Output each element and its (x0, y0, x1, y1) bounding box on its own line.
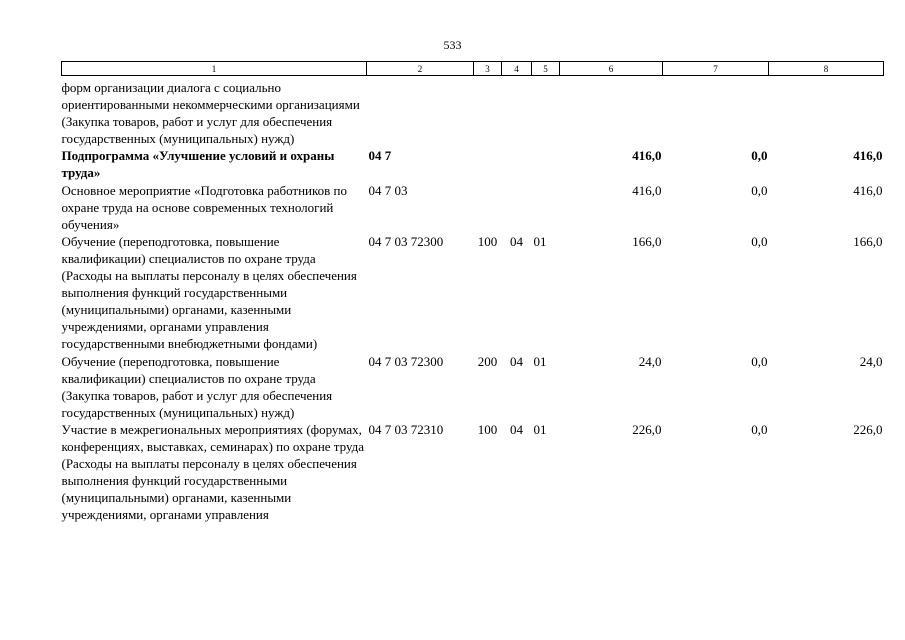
row-sum-3: 416,0 (853, 148, 883, 164)
row-rz: 04 (510, 233, 523, 249)
row-name: Подпрограмма «Улучшение условий и охраны труда» (61, 148, 335, 181)
column-header-1: 1 (62, 62, 367, 76)
column-header-7: 7 (663, 62, 769, 76)
table-row (62, 79, 884, 147)
row-sum-2: 0,0 (751, 148, 768, 164)
row-code: 04 7 03 72310 (368, 421, 444, 437)
table-body (62, 76, 884, 524)
row-sum-3: 24,0 (859, 353, 883, 369)
row-sum-2: 0,0 (751, 421, 768, 437)
row-sum-1: 166,0 (632, 233, 662, 249)
row-sum-1: 226,0 (632, 421, 662, 437)
row-pr (532, 182, 560, 233)
row-pr (532, 147, 560, 181)
column-header-6: 6 (560, 62, 663, 76)
row-rz (502, 147, 532, 181)
row-sum-2: 0,0 (751, 182, 768, 198)
row-pr: 01 (533, 233, 547, 249)
budget-table (61, 61, 884, 523)
row-sum-1: 416,0 (632, 148, 662, 164)
row-sum-3 (769, 79, 884, 147)
table-row (62, 182, 884, 233)
table-row (62, 421, 884, 524)
row-code: 04 7 03 (368, 182, 408, 198)
row-name: Основное мероприятие «Подготовка работников по охране труда на основе современных технологий обучения» (61, 182, 347, 232)
table-row (62, 147, 884, 181)
row-vr: 200 (477, 353, 498, 369)
row-sum-2 (663, 79, 769, 147)
row-sum-1: 416,0 (632, 182, 662, 198)
row-code: 04 7 (368, 148, 392, 164)
row-name: Обучение (переподготовка, повышение квалификации) специалистов по охране труда (Закупка товаров, работ и услуг для обеспечения государственных (муниципальных) нужд) (61, 353, 333, 420)
row-pr (532, 79, 560, 147)
row-rz (502, 79, 532, 147)
column-header-8: 8 (769, 62, 884, 76)
row-code: 04 7 03 72300 (368, 233, 444, 249)
column-header-2: 2 (367, 62, 474, 76)
row-vr (474, 79, 502, 147)
table-row (62, 233, 884, 353)
row-name: форм организации диалога с социально ориентированными некоммерческими организациями (Закупка товаров, работ и услуг для обеспечения государственных (муниципальных) нужд) (61, 80, 360, 147)
column-header-5: 5 (532, 62, 560, 76)
row-sum-1 (560, 79, 663, 147)
row-name: Обучение (переподготовка, повышение квалификации) специалистов по охране труда (Расходы на выплаты персоналу в целях обеспечения выполнения функций государственными (муниципальными) органами, казенными учреждениями, органами управления государственными внебюджетными фондами) (61, 233, 357, 352)
row-sum-3: 416,0 (853, 182, 883, 198)
row-vr: 100 (477, 421, 498, 437)
table-row (62, 353, 884, 421)
row-vr (474, 182, 502, 233)
row-rz: 04 (510, 421, 523, 437)
row-sum-2: 0,0 (751, 353, 768, 369)
table-header (62, 62, 884, 76)
column-numbers-row (62, 62, 884, 76)
row-name: Участие в межрегиональных мероприятиях (форумах, конференциях, выставках, семинарах) по охране труда (Расходы на выплаты персоналу в целях обеспечения выполнения функций государственными (муниципальными) органами, казенными учреждениями, органами управления (61, 421, 365, 523)
page-number: 533 (443, 38, 462, 52)
row-rz (502, 182, 532, 233)
column-header-3: 3 (474, 62, 502, 76)
row-pr: 01 (533, 421, 547, 437)
column-header-4: 4 (502, 62, 532, 76)
row-code: 04 7 03 72300 (368, 353, 444, 369)
row-sum-3: 166,0 (853, 233, 883, 249)
row-sum-3: 226,0 (853, 421, 883, 437)
row-sum-1: 24,0 (638, 353, 662, 369)
row-code (367, 79, 474, 147)
row-vr: 100 (477, 233, 498, 249)
row-vr (474, 147, 502, 181)
row-pr: 01 (533, 353, 547, 369)
row-sum-2: 0,0 (751, 233, 768, 249)
row-rz: 04 (510, 353, 523, 369)
